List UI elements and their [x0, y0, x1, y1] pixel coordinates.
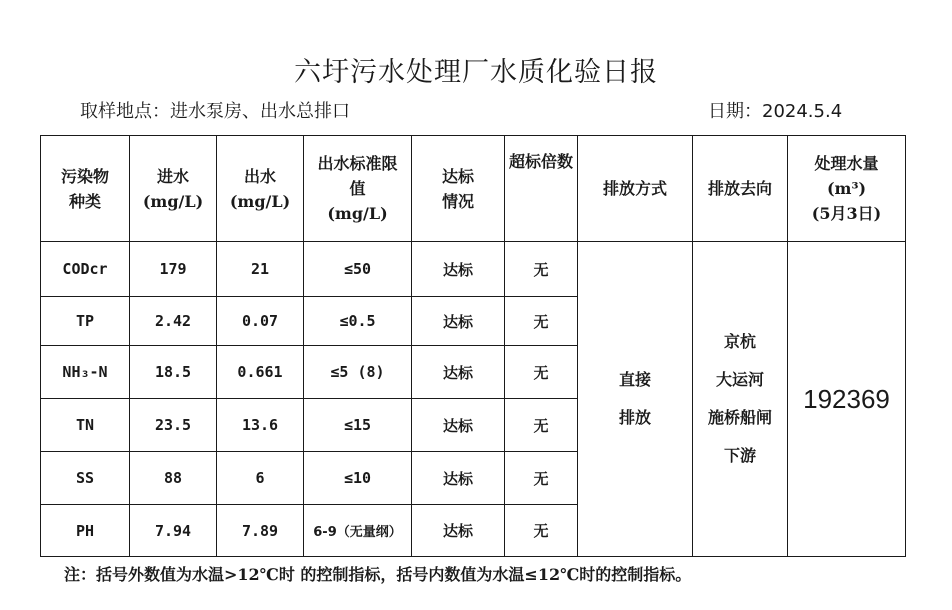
inflow-value: 2.42: [130, 297, 217, 346]
limit-value: 6-9（无量纲）: [304, 505, 412, 557]
limit-value: ≤50: [304, 242, 412, 297]
header-limit: [304, 136, 412, 242]
inflow-value: 7.94: [130, 505, 217, 557]
pollutant-name: TP: [41, 297, 130, 346]
header-status: [412, 136, 505, 242]
header-inflow-unit: (mg/L): [142, 191, 204, 211]
pollutant-name: CODcr: [41, 242, 130, 297]
pollutant-name: PH: [41, 505, 130, 557]
header-limit-unit: (mg/L): [327, 204, 388, 223]
table-row: [41, 242, 906, 297]
outflow-value: 0.07: [217, 297, 304, 346]
limit-value: ≤15: [304, 399, 412, 452]
header-volume-unit: (m³): [826, 179, 867, 198]
header-discharge-dest: [693, 136, 788, 242]
inflow-value: 23.5: [130, 399, 217, 452]
header-outflow-label: 出水: [243, 166, 276, 186]
header-exceed-label: 超标倍数: [509, 152, 574, 171]
header-outflow-unit: (mg/L): [229, 191, 291, 211]
header-exceed: [505, 136, 578, 242]
report-date: 日期：2024.5.4: [708, 101, 843, 122]
header-volume: [788, 136, 906, 242]
discharge-dest-line: 大运河: [715, 370, 764, 389]
status-value: 达标: [412, 399, 505, 452]
header-discharge-method: [578, 136, 693, 242]
exceed-value: 无: [505, 297, 578, 346]
outflow-value: 21: [217, 242, 304, 297]
footnote: 注：括号外数值为水温>12℃时 的控制指标，括号内数值为水温≤12℃时的控制指标。: [64, 565, 692, 584]
exceed-value: 无: [505, 399, 578, 452]
discharge-dest-line: 京杭: [723, 332, 756, 351]
treated-volume: 192369: [788, 242, 906, 557]
outflow-value: 6: [217, 452, 304, 505]
header-discharge-method-label: 排放方式: [602, 179, 667, 198]
header-inflow: [130, 136, 217, 242]
limit-value: ≤5 (8): [304, 346, 412, 399]
limit-value: ≤0.5: [304, 297, 412, 346]
limit-value: ≤10: [304, 452, 412, 505]
discharge-method-line: 直接: [618, 370, 651, 389]
sampling-location: 取样地点：进水泵房、出水总排口: [80, 101, 350, 122]
inflow-value: 179: [130, 242, 217, 297]
header-pollutant-label: 污染物种类: [60, 166, 109, 211]
status-value: 达标: [412, 346, 505, 399]
header-volume-date: (5月3日): [811, 204, 882, 223]
discharge-dest-cell: [693, 242, 788, 557]
exceed-value: 无: [505, 452, 578, 505]
outflow-value: 7.89: [217, 505, 304, 557]
discharge-method-cell: [578, 242, 693, 557]
pollutant-name: NH₃-N: [41, 346, 130, 399]
inflow-value: 88: [130, 452, 217, 505]
status-value: 达标: [412, 242, 505, 297]
header-outflow: [217, 136, 304, 242]
report-title: 六圩污水处理厂水质化验日报: [294, 57, 658, 88]
header-discharge-dest-label: 排放去向: [707, 179, 772, 198]
status-value: 达标: [412, 505, 505, 557]
header-limit-label: 出水标准限值: [317, 154, 398, 198]
outflow-value: 13.6: [217, 399, 304, 452]
discharge-dest-line: 施桥船闸: [707, 408, 772, 427]
inflow-value: 18.5: [130, 346, 217, 399]
discharge-method-line: 排放: [618, 408, 651, 427]
header-inflow-label: 进水: [156, 166, 189, 186]
status-value: 达标: [412, 452, 505, 505]
pollutant-name: TN: [41, 399, 130, 452]
discharge-dest-line: 下游: [723, 446, 756, 465]
exceed-value: 无: [505, 346, 578, 399]
status-value: 达标: [412, 297, 505, 346]
pollutant-name: SS: [41, 452, 130, 505]
exceed-value: 无: [505, 242, 578, 297]
header-pollutant: [41, 136, 130, 242]
table-header-row: [41, 136, 906, 242]
water-quality-table: [40, 135, 906, 557]
header-volume-label: 处理水量: [814, 154, 879, 173]
outflow-value: 0.661: [217, 346, 304, 399]
exceed-value: 无: [505, 505, 578, 557]
header-status-label: 达标情况: [441, 166, 474, 211]
